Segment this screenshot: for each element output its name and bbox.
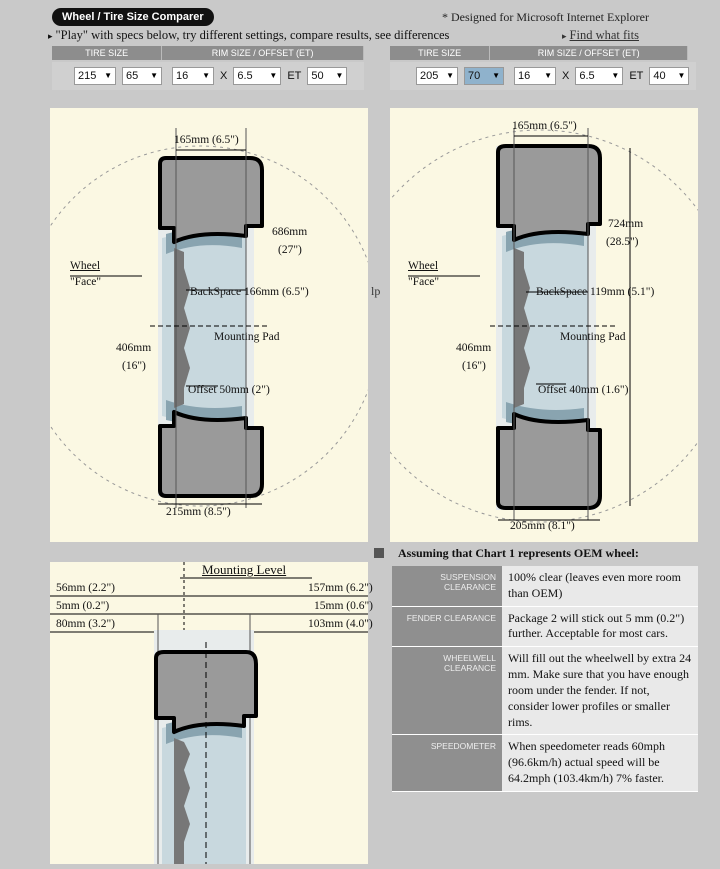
backspace-label: BackSpace 166mm (6.5") [190,286,309,298]
triangle-right-icon: ▸ [48,31,53,41]
rim-diameter-sub-label: (16") [462,360,486,372]
chevron-down-icon: ▼ [492,71,500,80]
offset-select[interactable] [649,67,689,85]
tire-top [160,158,262,242]
wheel-cross-section-1 [50,108,368,542]
bullet-icon [374,548,384,558]
chevron-down-icon: ▼ [104,71,112,80]
instructions-text [48,28,449,43]
tire-width-value: 205 [420,70,439,82]
wheel-diagram-1 [50,108,368,542]
tire-width-select[interactable] [416,67,458,85]
results-caption: Assuming that Chart 1 represents OEM wheel: [398,546,639,560]
aspect-ratio-value: 70 [468,70,481,82]
aspect-ratio-value: 65 [126,70,139,82]
setup1-selectors [52,62,364,90]
offset-label: Offset 50mm (2") [188,384,270,396]
wheel-face-sub-label: "Face" [408,276,440,288]
rim-size-header: RIM SIZE / OFFSET (ET) [490,46,688,60]
dimension-left-3: 80mm (3.2") [56,618,115,630]
offset-value: 40 [653,70,666,82]
app-title: Wheel / Tire Size Comparer [52,8,214,26]
find-what-fits-label: Find what fits [569,28,639,42]
tire-width-label: 215mm (8.5") [166,506,231,518]
backspace-label: BackSpace 119mm (5.1") [536,286,655,298]
mid-marker: lp [371,284,381,298]
table-row [392,735,698,791]
offset-label: Offset 40mm (1.6") [538,384,629,396]
overlay-diagram [50,562,373,864]
offset-select[interactable] [307,67,347,85]
find-what-fits-link[interactable] [562,28,639,43]
offset-value: 50 [311,70,324,82]
rim-width-select[interactable] [575,67,623,85]
rim-diameter-value: 16 [518,70,531,82]
chevron-down-icon: ▼ [202,71,210,80]
wheel-diagram-2 [390,108,698,542]
dimension-right-2: 15mm (0.6") [314,600,373,612]
rim-diameter-value: 16 [176,70,189,82]
results-table [392,566,698,792]
tire-width-label: 205mm (8.1") [510,520,575,532]
dimension-right-3: 103mm (4.0") [308,618,373,630]
rim-size-header: RIM SIZE / OFFSET (ET) [162,46,364,60]
instructions-label: "Play" with specs below, try different settings, compare results, see differences [55,28,450,42]
rim-diameter-select[interactable] [514,67,556,85]
table-row [392,647,698,735]
result-value: 100% clear (leaves even more room than OEM) [502,566,698,606]
tire-bottom [498,414,600,508]
wheel-face-label: Wheel [70,260,101,272]
wheel-face-sub-label: "Face" [70,276,102,288]
chevron-down-icon: ▼ [150,71,158,80]
rim-diameter-select[interactable] [172,67,214,85]
mounting-pad-label: Mounting Pad [560,331,626,343]
result-key: FENDER CLEARANCE [392,606,502,647]
dimension-right-1: 157mm (6.2") [308,582,373,594]
aspect-ratio-select[interactable] [122,67,162,85]
tire-size-header: TIRE SIZE [52,46,162,60]
browser-note: * Designed for Microsoft Internet Explorer [442,10,649,24]
dimension-left-2: 5mm (0.2") [56,600,110,612]
chevron-down-icon: ▼ [446,71,454,80]
setup2-header [390,46,688,60]
times-sign: X [220,70,228,82]
setup1-header [52,46,364,60]
result-value: Package 2 will stick out 5 mm (0.2") further. Acceptable for most cars. [502,606,698,647]
chevron-down-icon: ▼ [269,71,278,80]
sidewall-sub-label: (27") [278,244,302,256]
rim-width-label: 165mm (6.5") [174,134,239,146]
wheel-cross-section-2 [390,108,698,542]
times-sign: X [562,70,570,82]
mounting-pad-label: Mounting Pad [214,331,280,343]
chevron-down-icon: ▼ [677,71,686,80]
overall-height-sub-label: (28.5") [606,236,639,248]
dimension-left-1: 56mm (2.2") [56,582,115,594]
rim-diameter-sub-label: (16") [122,360,146,372]
tire-size-header: TIRE SIZE [390,46,490,60]
rim-diameter-label: 406mm [116,342,152,354]
tire-top [498,146,600,240]
et-label: ET [287,70,302,82]
chevron-down-icon: ▼ [611,71,620,80]
wheel-face-label: Wheel [408,260,439,272]
mounting-level-title: Mounting Level [202,562,287,577]
tire-bottom [160,412,262,496]
chevron-down-icon: ▼ [335,71,344,80]
table-row [392,606,698,647]
chevron-down-icon: ▼ [544,71,552,80]
sidewall-label: 686mm [272,226,308,238]
aspect-ratio-select[interactable] [464,67,504,85]
result-key: SUSPENSION CLEARANCE [392,566,502,606]
table-row [392,566,698,606]
rim-width-select[interactable] [233,67,281,85]
overall-height-label: 724mm [608,218,644,230]
tire-width-select[interactable] [74,67,116,85]
result-value: Will fill out the wheelwell by extra 24 mm. Make sure that you have enough room under the fender. If not, consider lower profiles or smaller rims. [502,647,698,735]
rim-width-value: 6.5 [237,70,253,82]
et-label: ET [629,70,644,82]
result-key: WHEELWELL CLEARANCE [392,647,502,735]
result-value: When speedometer reads 60mph (96.6km/h) actual speed will be 64.2mph (103.4km/h) 7% faster. [502,735,698,791]
rim-width-label: 165mm (6.5") [512,120,577,132]
triangle-right-icon: ▸ [562,31,567,41]
rim-diameter-label: 406mm [456,342,492,354]
setup2-selectors [390,62,696,90]
rim-width-value: 6.5 [579,70,595,82]
result-key: SPEEDOMETER [392,735,502,791]
tire-width-value: 215 [78,70,97,82]
